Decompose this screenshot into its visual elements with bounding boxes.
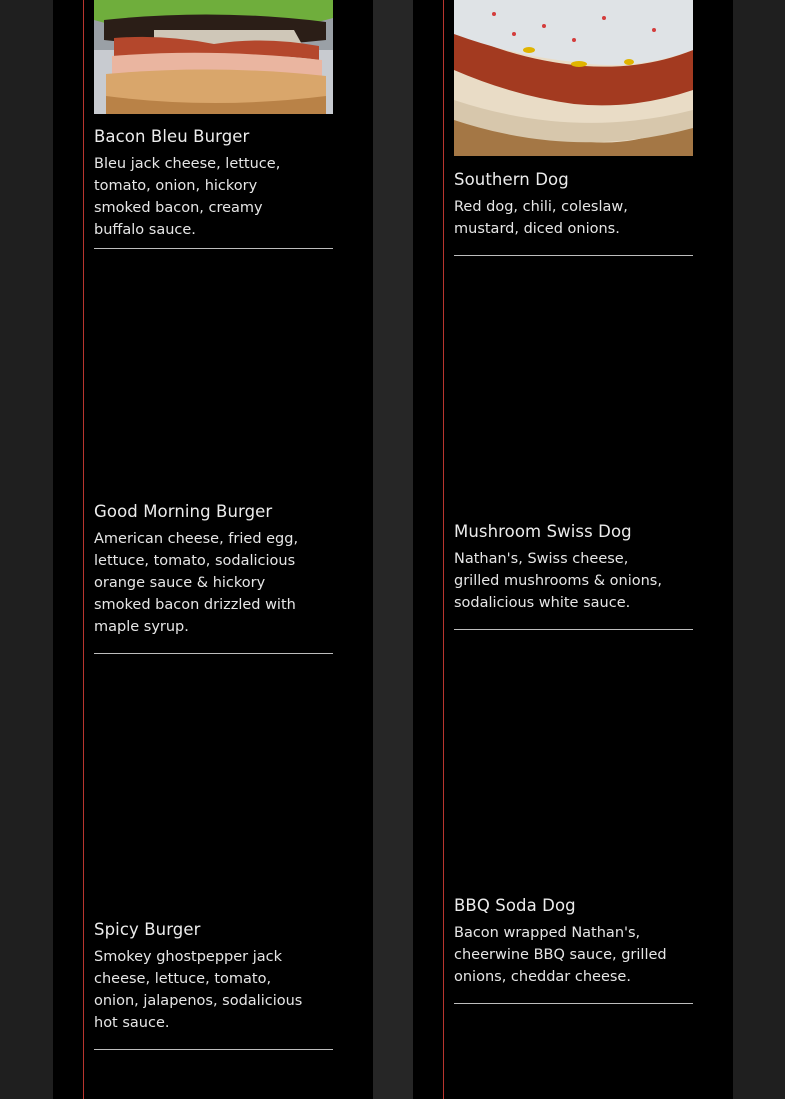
page-background-right bbox=[733, 0, 785, 1099]
item-divider bbox=[94, 653, 333, 654]
menu-item-title: Spicy Burger bbox=[94, 920, 201, 939]
menu-item-bacon-bleu-burger[interactable] bbox=[94, 0, 333, 249]
southern-dog-photo bbox=[454, 0, 693, 156]
menu-item-description: Smokey ghostpepper jack cheese, lettuce, tomato, onion, jalapenos, sodalicious hot sauce. bbox=[94, 949, 303, 1031]
item-divider bbox=[94, 248, 333, 249]
menu-item-description: Bacon wrapped Nathan's, cheerwine BBQ sauce, grilled onions, cheddar cheese. bbox=[454, 925, 667, 985]
menu-item-description: Red dog, chili, coleslaw, mustard, diced onions. bbox=[454, 199, 628, 237]
page-background-left bbox=[0, 0, 53, 1099]
item-divider bbox=[454, 1003, 693, 1004]
menu-item-good-morning-burger[interactable] bbox=[94, 502, 333, 654]
menu-column-dogs bbox=[413, 0, 733, 1099]
page-background-middle bbox=[373, 0, 413, 1099]
menu-item-title: Good Morning Burger bbox=[94, 502, 273, 521]
menu-item-mushroom-swiss-dog[interactable] bbox=[454, 522, 693, 630]
item-divider bbox=[454, 629, 693, 630]
menu-item-description: American cheese, fried egg, lettuce, tomato, sodalicious orange sauce & hickory smoked bacon drizzled with maple syrup. bbox=[94, 531, 299, 635]
menu-item-description: Nathan's, Swiss cheese, grilled mushrooms & onions, sodalicious white sauce. bbox=[454, 551, 662, 611]
menu-item-title: Southern Dog bbox=[454, 170, 569, 189]
menu-item-title: Mushroom Swiss Dog bbox=[454, 522, 632, 541]
menu-column-burgers bbox=[53, 0, 373, 1099]
item-divider bbox=[94, 1049, 333, 1050]
item-divider bbox=[454, 255, 693, 256]
menu-item-southern-dog[interactable] bbox=[454, 0, 693, 256]
menu-item-description: Bleu jack cheese, lettuce, tomato, onion, hickory smoked bacon, creamy buffalo sauce. bbox=[94, 156, 281, 238]
menu-item-title: BBQ Soda Dog bbox=[454, 896, 576, 915]
menu-item-title: Bacon Bleu Burger bbox=[94, 127, 250, 146]
menu-item-bbq-soda-dog[interactable] bbox=[454, 896, 693, 1004]
bacon-bleu-burger-photo bbox=[94, 0, 333, 114]
menu-item-spicy-burger[interactable] bbox=[94, 920, 333, 1050]
